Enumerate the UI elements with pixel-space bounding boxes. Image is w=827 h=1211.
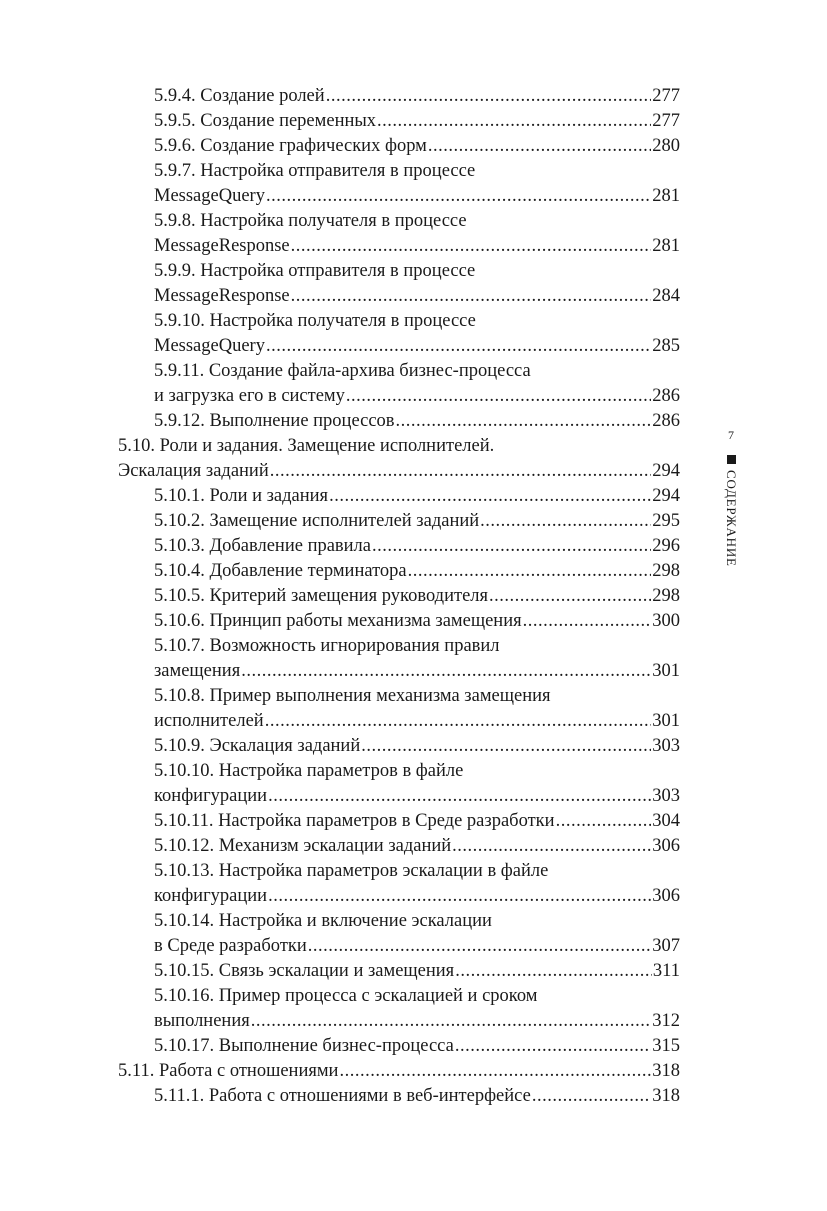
toc-line — [154, 1084, 680, 1109]
toc-entry-title: 5.9.10. Настройка получателя в процессе — [154, 311, 476, 331]
toc-page-number: 298 — [652, 561, 680, 581]
toc-line — [154, 209, 680, 234]
toc-page-number: 280 — [652, 136, 680, 156]
dot-leader — [308, 934, 651, 959]
dot-leader — [455, 959, 652, 984]
toc-entry-title: 5.9.8. Настройка получателя в процессе — [154, 211, 467, 231]
toc-entry — [118, 159, 680, 209]
toc-entry-title: 5.10.17. Выполнение бизнес-процесса — [154, 1036, 454, 1056]
toc-entry — [118, 959, 680, 984]
toc-page-number: 277 — [652, 111, 680, 131]
toc-page-number: 286 — [652, 411, 680, 431]
toc-line — [154, 834, 680, 859]
toc-entry-title: MessageResponse — [154, 236, 290, 256]
toc-page-number: 304 — [652, 811, 680, 831]
toc-line — [154, 259, 680, 284]
toc-entry — [118, 484, 680, 509]
toc-line — [154, 909, 680, 934]
toc-line — [154, 634, 680, 659]
toc-entry — [118, 684, 680, 734]
toc-entry-title: 5.10.7. Возможность игнорирования правил — [154, 636, 500, 656]
toc-entry — [118, 134, 680, 159]
dot-leader — [408, 559, 652, 584]
dot-leader — [361, 734, 651, 759]
toc-entry — [118, 109, 680, 134]
toc-entry-title: и загрузка его в систему — [154, 386, 345, 406]
toc-page-number: 277 — [652, 86, 680, 106]
toc-line — [154, 759, 680, 784]
toc-entry — [118, 609, 680, 634]
toc-entry-title: 5.10. Роли и задания. Замещение исполнителей. — [118, 436, 495, 456]
toc-line — [154, 534, 680, 559]
toc-entry-title: MessageQuery — [154, 186, 265, 206]
toc-page-number: 294 — [652, 461, 680, 481]
dot-leader — [428, 134, 651, 159]
toc-line — [154, 159, 680, 184]
toc-entry — [118, 909, 680, 959]
toc-entry-title: MessageResponse — [154, 286, 290, 306]
toc-entry-title: MessageQuery — [154, 336, 265, 356]
toc-entry — [118, 209, 680, 259]
page-number: 7 — [728, 428, 734, 442]
toc-line — [154, 734, 680, 759]
dot-leader — [532, 1084, 651, 1109]
toc-entry-title: 5.9.6. Создание графических форм — [154, 136, 427, 156]
toc-line — [154, 884, 680, 909]
toc-entry-title: 5.9.7. Настройка отправителя в процессе — [154, 161, 476, 181]
dot-leader — [268, 784, 651, 809]
toc-page-number: 306 — [652, 836, 680, 856]
toc-entry-title: 5.9.12. Выполнение процессов — [154, 411, 395, 431]
toc-page-number: 281 — [652, 236, 680, 256]
toc-line — [154, 784, 680, 809]
dot-leader — [396, 409, 652, 434]
toc-entry — [118, 734, 680, 759]
toc-entry — [118, 834, 680, 859]
toc-entry — [118, 359, 680, 409]
toc-line — [154, 934, 680, 959]
dot-leader — [265, 709, 652, 734]
toc-entry-title: конфигурации — [154, 886, 268, 906]
toc-line — [154, 509, 680, 534]
toc-line — [154, 409, 680, 434]
toc-entry-title: 5.10.9. Эскалация заданий — [154, 736, 361, 756]
toc-page-number: 311 — [652, 961, 680, 981]
dot-leader — [241, 659, 651, 684]
toc-line — [154, 384, 680, 409]
toc-page-number: 300 — [652, 611, 680, 631]
toc-page-number: 301 — [652, 711, 680, 731]
dot-leader — [270, 459, 652, 484]
toc-entry-title: 5.10.13. Настройка параметров эскалации в файле — [154, 861, 549, 881]
toc-entry-title: 5.9.11. Создание файла-архива бизнес-процесса — [154, 361, 531, 381]
toc-page-number: 295 — [652, 511, 680, 531]
toc-entry-title: 5.10.16. Пример процесса с эскалацией и сроком — [154, 986, 538, 1006]
dot-leader — [346, 384, 651, 409]
toc-line — [154, 584, 680, 609]
dot-leader — [326, 84, 652, 109]
toc-entry — [118, 84, 680, 109]
toc-page-number: 285 — [652, 336, 680, 356]
toc-page-number: 318 — [652, 1061, 680, 1081]
toc-entry-title: 5.10.4. Добавление терминатора — [154, 561, 407, 581]
toc-entry-title: 5.10.8. Пример выполнения механизма замещения — [154, 686, 551, 706]
toc-page-number: 296 — [652, 536, 680, 556]
dot-leader — [291, 234, 652, 259]
dot-leader — [266, 184, 651, 209]
toc-entry-title: 5.10.15. Связь эскалации и замещения — [154, 961, 455, 981]
toc-entry — [118, 534, 680, 559]
toc-page-number: 318 — [652, 1086, 680, 1106]
toc-entry-title: 5.9.9. Настройка отправителя в процессе — [154, 261, 476, 281]
toc-page-number: 312 — [652, 1011, 680, 1031]
dot-leader — [266, 334, 651, 359]
toc-line — [118, 1059, 680, 1084]
dot-leader — [523, 609, 652, 634]
toc-line — [154, 309, 680, 334]
dot-leader — [268, 884, 651, 909]
toc-line — [154, 959, 680, 984]
toc-entry-title: замещения — [154, 661, 241, 681]
dot-leader — [291, 284, 652, 309]
toc-page-number: 303 — [652, 786, 680, 806]
toc-entry — [118, 409, 680, 434]
toc-page-number: 294 — [652, 486, 680, 506]
toc-entry-title: в Среде разработки — [154, 936, 307, 956]
toc-page-number: 307 — [652, 936, 680, 956]
toc-entry-title: 5.9.4. Создание ролей — [154, 86, 325, 106]
toc-line — [118, 459, 680, 484]
toc-page-number: 301 — [652, 661, 680, 681]
toc-line — [154, 809, 680, 834]
dot-leader — [372, 534, 651, 559]
toc-line — [118, 434, 680, 459]
toc-entry — [118, 309, 680, 359]
toc-line — [154, 184, 680, 209]
toc-line — [154, 659, 680, 684]
toc-line — [154, 984, 680, 1009]
toc-entry-title: 5.10.14. Настройка и включение эскалации — [154, 911, 492, 931]
dot-leader — [489, 584, 651, 609]
dot-leader — [329, 484, 651, 509]
toc-entry — [118, 584, 680, 609]
running-header — [721, 428, 741, 567]
dot-leader — [452, 834, 651, 859]
toc-line — [154, 234, 680, 259]
toc-entry-title: 5.10.10. Настройка параметров в файле — [154, 761, 464, 781]
toc-page-number: 286 — [652, 386, 680, 406]
toc-entry — [118, 759, 680, 809]
toc-line — [154, 334, 680, 359]
toc-entry-title: 5.9.5. Создание переменных — [154, 111, 377, 131]
toc-line — [154, 359, 680, 384]
toc-line — [154, 284, 680, 309]
black-square-icon — [727, 455, 736, 464]
toc-entry — [118, 984, 680, 1034]
toc-entry — [118, 634, 680, 684]
toc-line — [154, 1034, 680, 1059]
dot-leader — [480, 509, 651, 534]
toc-entry-title: 5.10.3. Добавление правила — [154, 536, 372, 556]
toc-line — [154, 859, 680, 884]
toc-entry-title: выполнения — [154, 1011, 250, 1031]
toc-line — [154, 134, 680, 159]
dot-leader — [339, 1059, 651, 1084]
dot-leader — [251, 1009, 652, 1034]
toc-line — [154, 84, 680, 109]
toc-page-number: 303 — [652, 736, 680, 756]
toc-entry — [118, 859, 680, 909]
toc-line — [154, 1009, 680, 1034]
toc-entry — [118, 259, 680, 309]
toc-page-number: 315 — [652, 1036, 680, 1056]
toc-line — [154, 484, 680, 509]
toc-entry — [118, 1034, 680, 1059]
toc-entry — [118, 1059, 680, 1084]
running-title: СОДЕРЖАНИЕ — [724, 470, 739, 567]
toc-line — [154, 709, 680, 734]
toc-entry-title: 5.10.1. Роли и задания — [154, 486, 329, 506]
toc-entry-title: 5.11.1. Работа с отношениями в веб-интерфейсе — [154, 1086, 531, 1106]
toc-entry — [118, 509, 680, 534]
toc-line — [154, 109, 680, 134]
toc-line — [154, 684, 680, 709]
toc-entry-title: 5.11. Работа с отношениями — [118, 1061, 339, 1081]
toc-entry-title: 5.10.6. Принцип работы механизма замещения — [154, 611, 522, 631]
dot-leader — [556, 809, 652, 834]
toc-entry — [118, 559, 680, 584]
toc-entry-title: 5.10.2. Замещение исполнителей заданий — [154, 511, 480, 531]
table-of-contents — [118, 84, 680, 1109]
toc-line — [154, 559, 680, 584]
toc-page-number: 281 — [652, 186, 680, 206]
toc-entry-title: 5.10.11. Настройка параметров в Среде разработки — [154, 811, 555, 831]
toc-entry-title: конфигурации — [154, 786, 268, 806]
toc-entry — [118, 434, 680, 484]
toc-entry-title: 5.10.5. Критерий замещения руководителя — [154, 586, 489, 606]
dot-leader — [455, 1034, 651, 1059]
toc-page-number: 306 — [652, 886, 680, 906]
toc-page-number: 284 — [652, 286, 680, 306]
toc-page-number: 298 — [652, 586, 680, 606]
toc-entry — [118, 1084, 680, 1109]
toc-entry-title: Эскалация заданий — [118, 461, 269, 481]
toc-entry-title: исполнителей — [154, 711, 264, 731]
toc-line — [154, 609, 680, 634]
toc-entry-title: 5.10.12. Механизм эскалации заданий — [154, 836, 452, 856]
toc-entry — [118, 809, 680, 834]
dot-leader — [377, 109, 651, 134]
